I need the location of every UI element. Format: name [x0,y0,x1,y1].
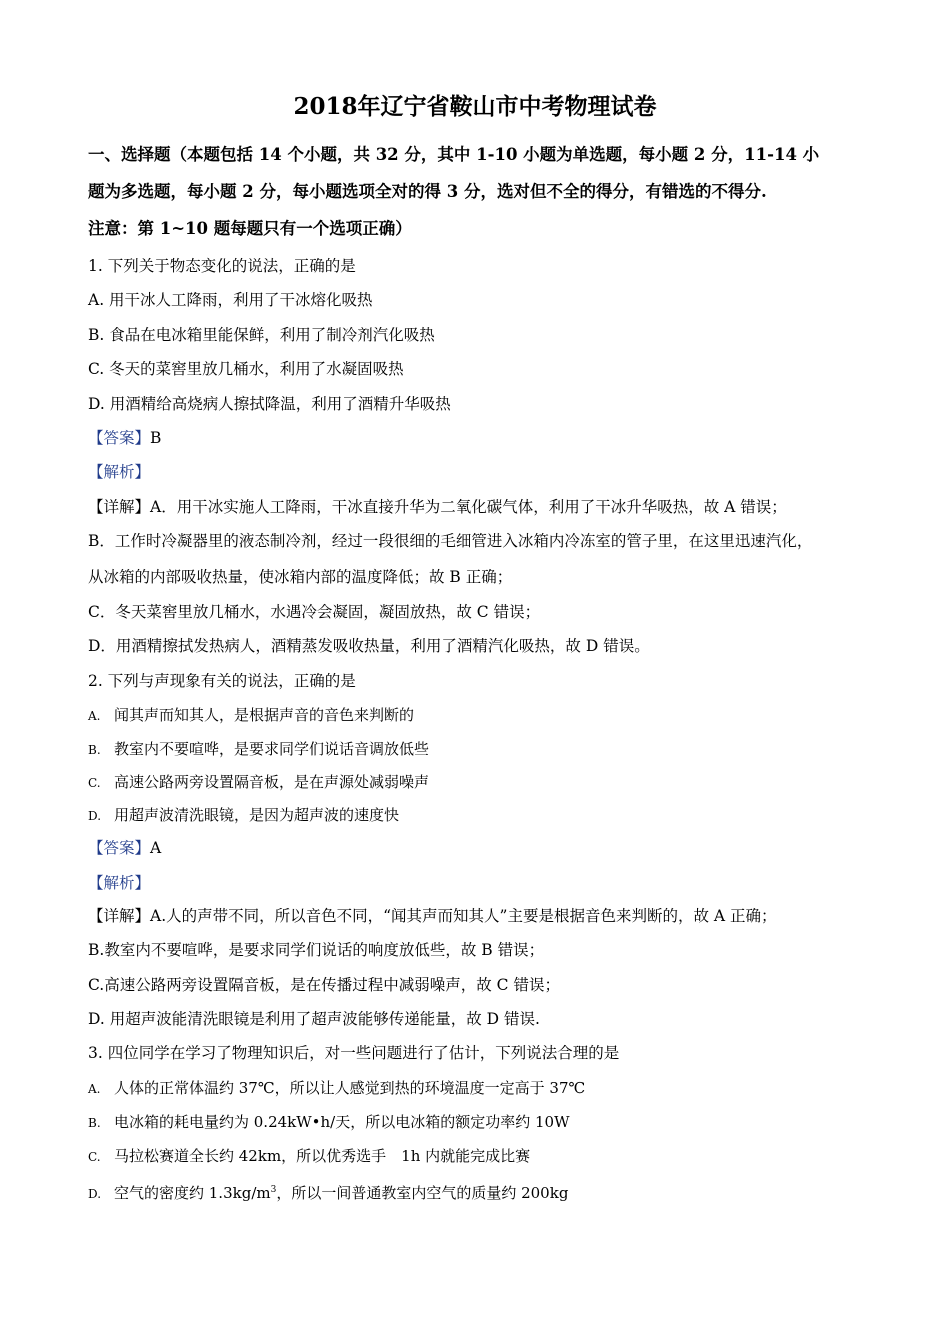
option-text: ，所以一间普通教室内空气的质量约 200kg [276,1184,569,1202]
question-1-analysis-tag: 【解析】 [88,463,151,481]
question-2-detail: 【详解】A.人的声带不同，所以音色不同，“闻其声而知其人”主要是根据音色来判断的，故 A 正确； [88,907,777,925]
question-1-option-c: C. 冬天的菜窖里放几桶水，利用了水凝固吸热 [88,360,404,378]
option-letter: D. [88,809,102,823]
question-1-detail: D．用酒精擦拭发热病人，酒精蒸发吸收热量，利用了酒精汽化吸热，故 D 错误。 [88,637,650,655]
option-text: 高速公路两旁设置隔音板，是在声源处减弱噪声 [114,773,430,791]
question-2-detail: B.教室内不要喧哗，是要求同学们说话的响度放低些，故 B 错误； [88,941,545,959]
question-2-analysis-tag: 【解析】 [88,874,151,892]
answer-tag: 【答案】 [88,839,151,857]
question-1-detail: B．工作时冷凝器里的液态制冷剂，经过一段很细的毛细管进入冰箱内冷冻室的管子里，在这里迅速汽化， [88,532,813,550]
answer-value: A [150,839,162,857]
superscript: 3 [270,1185,277,1195]
option-text: 空气的密度约 1.3kg/m [114,1184,271,1202]
question-2-detail: D. 用超声波能清洗眼镜是利用了超声波能够传递能量，故 D 错误. [88,1010,540,1028]
question-1-detail: C．冬天菜窖里放几桶水，水遇冷会凝固，凝固放热，故 C 错误； [88,603,541,621]
question-2-option-c [88,772,429,793]
question-1-detail: 从冰箱的内部吸收热量，使冰箱内部的温度降低；故 B 正确； [88,568,513,586]
question-2-option-a [88,705,414,726]
question-2-option-b [88,739,429,760]
page-title: 2018年辽宁省鞍山市中考物理试卷 [293,93,657,120]
option-text: 教室内不要喧哗，是要求同学们说话音调放低些 [114,740,430,758]
section-heading [88,136,868,247]
question-3-option-c [88,1146,530,1167]
question-1-option-b: B. 食品在电冰箱里能保鲜，利用了制冷剂汽化吸热 [88,326,435,344]
option-text: 马拉松赛道全长约 42km，所以优秀选手 1h 内就能完成比赛 [114,1147,531,1165]
question-2-answer [88,838,161,858]
option-text: 闻其声而知其人，是根据声音的音色来判断的 [114,706,415,724]
section-heading-line: 一、选择题（本题包括 14 个小题，共 32 分，其中 1-10 小题为单选题，每小题 2 分，11-14 小 [88,145,820,164]
option-letter: C. [88,1150,101,1164]
option-letter: D. [88,1187,102,1201]
question-2-detail: C.高速公路两旁设置隔音板，是在传播过程中减弱噪声，故 C 错误； [88,976,560,994]
option-text: 人体的正常体温约 37℃，所以让人感觉到热的环境温度一定高于 37℃ [114,1079,586,1097]
option-text: 电冰箱的耗电量约为 0.24kW•h/天，所以电冰箱的额定功率约 10W [114,1113,570,1131]
question-1-option-d: D. 用酒精给高烧病人擦拭降温，利用了酒精升华吸热 [88,395,451,413]
answer-value: B [150,429,162,447]
option-letter: C. [88,776,101,790]
option-letter: B. [88,1116,101,1130]
question-2-option-d [88,805,399,826]
question-3-option-d [88,1180,568,1204]
option-letter: B. [88,743,101,757]
question-1-stem: 1. 下列关于物态变化的说法，正确的是 [88,257,356,275]
section-heading-line: 题为多选题，每小题 2 分，每小题选项全对的得 3 分，选对但不全的得分，有错选的不得分. [88,182,767,201]
question-1-option-a: A. 用干冰人工降雨，利用了干冰熔化吸热 [88,291,373,309]
question-3-stem: 3. 四位同学在学习了物理知识后，对一些问题进行了估计，下列说法合理的是 [88,1044,620,1062]
answer-tag: 【答案】 [88,429,151,447]
question-1-answer [88,428,161,448]
option-letter: A. [88,1082,101,1096]
option-letter: A. [88,709,101,723]
option-text: 用超声波清洗眼镜，是因为超声波的速度快 [114,806,400,824]
section-heading-line: 注意：第 1~10 题每题只有一个选项正确） [88,219,412,238]
question-3-option-a [88,1078,585,1099]
question-2-stem: 2. 下列与声现象有关的说法，正确的是 [88,672,356,690]
question-3-option-b [88,1112,570,1133]
question-1-detail: 【详解】A．用干冰实施人工降雨，干冰直接升华为二氧化碳气体，利用了干冰升华吸热，故 A 错误； [88,498,787,516]
